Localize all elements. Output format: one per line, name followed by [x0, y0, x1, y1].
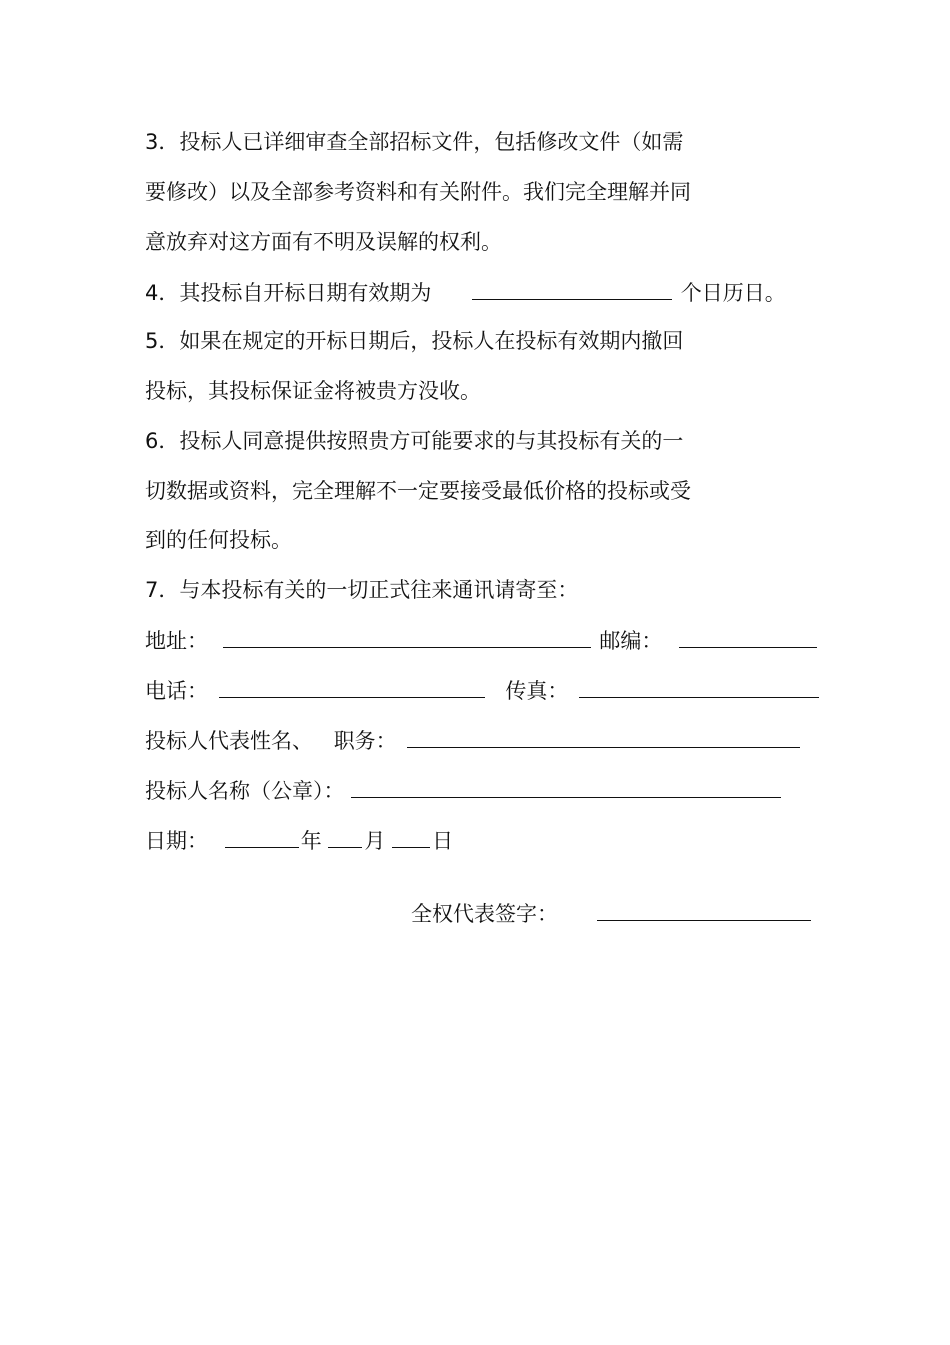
fax-label: 传真： — [505, 679, 569, 703]
year-label: 年 — [300, 829, 322, 853]
item-3-line-1: 3．投标人已详细审查全部招标文件，包括修改文件（如需 — [145, 130, 684, 154]
validity-days-blank[interactable] — [472, 277, 672, 300]
date-label: 日期： — [145, 829, 208, 853]
item-7-line: 7．与本投标有关的一切正式往来通讯请寄至： — [145, 578, 579, 602]
fax-blank[interactable] — [579, 675, 819, 698]
representative-row — [145, 725, 802, 755]
item-5-line-2: 投标，其投标保证金将被贵方没收。 — [145, 379, 481, 403]
item-5-line-1: 5．如果在规定的开标日期后，投标人在投标有效期内撤回 — [145, 329, 684, 353]
item-4-prefix: 4．其投标自开标日期有效期为 — [145, 281, 432, 305]
item-6-line-1: 6．投标人同意提供按照贵方可能要求的与其投标有关的一 — [145, 429, 684, 453]
month-label: 月 — [364, 829, 386, 853]
item-4-line — [145, 277, 786, 307]
rep-name-label: 投标人代表性名、 — [145, 729, 313, 753]
item-3-line-3: 意放弃对这方面有不明及误解的权利。 — [145, 230, 502, 254]
signature-row — [411, 898, 813, 928]
bidder-name-blank[interactable] — [351, 775, 781, 798]
date-row — [145, 825, 453, 855]
item-6-line-2: 切数据或资料，完全理解不一定要接受最低价格的投标或受 — [145, 479, 691, 503]
address-row — [145, 625, 819, 655]
signature-label: 全权代表签字： — [411, 902, 558, 926]
year-blank[interactable] — [225, 825, 299, 848]
item-6-line-3: 到的任何投标。 — [145, 528, 292, 552]
bidder-name-label: 投标人名称（公章）： — [145, 779, 345, 803]
signature-blank[interactable] — [597, 898, 811, 921]
bidder-name-row — [145, 775, 783, 805]
postcode-label: 邮编： — [599, 629, 663, 653]
day-blank[interactable] — [392, 825, 430, 848]
month-blank[interactable] — [328, 825, 362, 848]
phone-label: 电话： — [145, 679, 208, 703]
position-label: 职务： — [333, 729, 397, 753]
rep-name-position-blank[interactable] — [407, 725, 800, 748]
address-blank[interactable] — [223, 625, 591, 648]
item-4-suffix: 个日历日。 — [680, 281, 786, 305]
day-label: 日 — [432, 829, 454, 853]
phone-fax-row — [145, 675, 821, 705]
item-3-line-2: 要修改）以及全部参考资料和有关附件。我们完全理解并同 — [145, 180, 691, 204]
phone-blank[interactable] — [219, 675, 485, 698]
postcode-blank[interactable] — [679, 625, 817, 648]
address-label: 地址： — [145, 629, 208, 653]
